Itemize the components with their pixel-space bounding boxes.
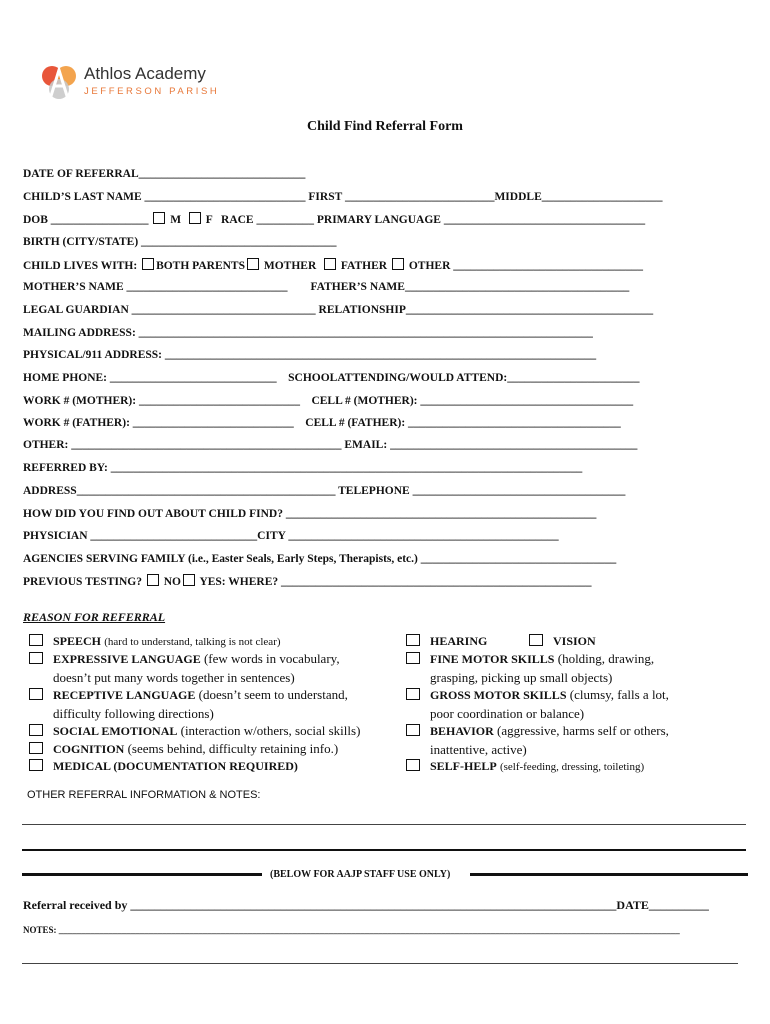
label-cell-mother: CELL # (MOTHER): (311, 395, 418, 407)
row-lives-with (23, 258, 643, 273)
speech-label: SPEECH (53, 634, 102, 648)
label-both-parents: BOTH PARENTS (156, 260, 245, 272)
label-primary-language: PRIMARY LANGUAGE (316, 214, 441, 226)
label-date-of-referral: DATE OF REFERRAL (23, 168, 139, 180)
reason-vision (553, 632, 596, 651)
field-dob[interactable]: _________________ (50, 214, 149, 226)
expressive-desc-2: doesn’t put many words together in sentences) (53, 669, 295, 685)
gross-motor-desc-2: poor coordination or balance) (430, 705, 585, 721)
staff-use-only-label: (BELOW FOR AAJP STAFF USE ONLY) (270, 869, 451, 880)
field-physician[interactable]: _____________________________ (90, 530, 258, 542)
label-physical-address: PHYSICAL/911 ADDRESS: (23, 349, 162, 361)
checkbox-receptive-language[interactable] (29, 688, 43, 700)
row-referral-received (23, 898, 709, 913)
label-agencies: AGENCIES SERVING FAMILY (i.e., Easter Seals, Early Steps, Therapists, etc.) (23, 553, 418, 565)
field-home-phone[interactable]: _____________________________ (109, 372, 277, 384)
row-previous-testing (23, 574, 592, 589)
reason-social (53, 722, 360, 741)
notes-line-1[interactable] (22, 824, 746, 825)
label-father: FATHER (340, 260, 388, 272)
social-desc: (interaction w/others, social skills) (180, 723, 361, 738)
label-notes: NOTES: (23, 925, 57, 935)
speech-desc: (hard to understand, talking is not clear) (104, 636, 281, 648)
reason-hearing (430, 632, 487, 651)
school-logo (40, 62, 230, 106)
athlos-logo-icon (40, 62, 80, 102)
page-title: Child Find Referral Form (307, 119, 463, 134)
label-dob: DOB (23, 214, 48, 226)
label-date: DATE (616, 898, 649, 912)
field-work-father[interactable]: ____________________________ (132, 417, 294, 429)
checkbox-f[interactable] (189, 212, 201, 224)
checkbox-yes[interactable] (183, 574, 195, 586)
field-date[interactable]: __________ (648, 898, 709, 912)
checkbox-expressive-language[interactable] (29, 652, 43, 664)
checkbox-no[interactable] (147, 574, 159, 586)
field-date-of-referral[interactable]: _____________________________ (138, 168, 306, 180)
label-legal-guardian: LEGAL GUARDIAN (23, 304, 129, 316)
label-referral-received: Referral received by (23, 898, 128, 912)
field-how-find[interactable]: ______________________________________________________ (285, 508, 597, 520)
cognition-label: COGNITION (53, 742, 125, 756)
field-city[interactable]: _______________________________________________ (288, 530, 559, 542)
reason-gross-motor (430, 686, 669, 722)
label-school: SCHOOLATTENDING/WOULD ATTEND: (288, 372, 508, 384)
checkbox-gross-motor[interactable] (406, 688, 420, 700)
expressive-desc: (few words in vocabulary, (203, 651, 340, 666)
label-fathers-name: FATHER’S NAME (310, 281, 405, 293)
row-child-name (23, 190, 662, 204)
field-legal-guardian[interactable]: ________________________________ (131, 304, 316, 316)
notes-line-2[interactable] (22, 849, 746, 851)
social-label: SOCIAL EMOTIONAL (53, 724, 178, 738)
label-work-mother: WORK # (MOTHER): (23, 395, 137, 407)
row-address (23, 484, 625, 498)
row-parent-names (23, 280, 629, 294)
label-work-father: WORK # (FATHER): (23, 417, 130, 429)
label-other-contact: OTHER: (23, 439, 69, 451)
field-cell-father[interactable]: _____________________________________ (408, 417, 621, 429)
label-no: NO (163, 576, 181, 588)
label-referred-by: REFERRED BY: (23, 462, 108, 474)
label-previous-testing: PREVIOUS TESTING? (23, 576, 142, 588)
field-middle-name[interactable]: _____________________ (541, 191, 663, 203)
row-guardian (23, 303, 653, 317)
notes-line-3[interactable] (22, 963, 738, 964)
fine-motor-desc-2: grasping, picking up small objects) (430, 669, 613, 685)
behavior-label: BEHAVIOR (430, 724, 494, 738)
field-referred-by[interactable]: __________________________________________________________________________________ (110, 462, 583, 474)
label-relationship: RELATIONSHIP (318, 304, 406, 316)
field-primary-language[interactable]: ___________________________________ (443, 214, 646, 226)
field-first-name[interactable]: __________________________ (344, 191, 495, 203)
receptive-desc: (doesn’t seem to understand, (198, 687, 348, 702)
divider-right (470, 873, 748, 876)
field-other[interactable]: _________________________________ (453, 260, 644, 272)
behavior-desc: (aggressive, harms self or others, (497, 723, 669, 738)
label-mothers-name: MOTHER’S NAME (23, 281, 124, 293)
field-address[interactable]: _____________________________________________ (76, 485, 336, 497)
other-referral-notes-label: OTHER REFERRAL INFORMATION & NOTES: (27, 789, 261, 801)
checkbox-speech[interactable] (29, 634, 43, 646)
row-staff-notes (23, 925, 680, 935)
hearing-label: HEARING (430, 634, 488, 648)
self-help-desc: (self-feeding, dressing, toileting) (499, 761, 645, 773)
fine-motor-label: FINE MOTOR SKILLS (430, 652, 555, 666)
reason-cognition (53, 740, 338, 759)
field-race[interactable]: __________ (256, 214, 314, 226)
row-physical-address (23, 348, 596, 362)
row-physician (23, 529, 559, 543)
label-email: EMAIL: (344, 439, 388, 451)
row-mailing-address (23, 326, 593, 340)
field-work-mother[interactable]: ____________________________ (138, 395, 300, 407)
field-mailing-address[interactable]: _______________________________________________________________________________ (138, 327, 593, 339)
reason-fine-motor (430, 650, 654, 686)
row-referred-by (23, 461, 582, 475)
receptive-desc-2: difficulty following directions) (53, 705, 214, 721)
vision-label: VISION (553, 634, 596, 648)
checkbox-social-emotional[interactable] (29, 724, 43, 736)
label-m: M (170, 214, 182, 226)
logo-name: Athlos Academy (84, 64, 206, 83)
field-birth[interactable]: __________________________________ (141, 236, 337, 248)
checkbox-vision[interactable] (529, 634, 543, 646)
expressive-label: EXPRESSIVE LANGUAGE (53, 652, 201, 666)
reason-expressive (53, 650, 340, 686)
field-notes[interactable]: __________________________________________________________________________________________________________________________________________ (58, 925, 680, 935)
field-relationship[interactable]: ___________________________________________ (405, 304, 654, 316)
checkbox-other[interactable] (392, 258, 404, 270)
row-date-of-referral (23, 167, 305, 181)
row-work-father (23, 416, 621, 430)
checkbox-medical[interactable] (29, 759, 43, 771)
label-child-last-name: CHILD’S LAST NAME (23, 191, 142, 203)
reason-receptive (53, 686, 348, 722)
field-yes-where[interactable]: ______________________________________________________ (281, 576, 592, 588)
field-cell-mother[interactable]: _____________________________________ (420, 395, 634, 407)
reason-medical (53, 757, 298, 776)
label-child-lives-with: CHILD LIVES WITH: (23, 260, 138, 272)
logo-subtitle: JEFFERSON PARISH (84, 86, 220, 97)
label-mother: MOTHER (263, 260, 317, 272)
field-agencies[interactable]: __________________________________ (420, 553, 617, 565)
field-fathers-name[interactable]: _______________________________________ (404, 281, 630, 293)
field-physical-address[interactable]: ___________________________________________________________________________ (164, 349, 597, 361)
row-dob (23, 212, 645, 227)
medical-label: MEDICAL (DOCUMENTATION REQUIRED) (53, 759, 298, 773)
label-city: CITY (257, 530, 286, 542)
field-last-name[interactable]: ____________________________ (144, 191, 306, 203)
behavior-desc-2: inattentive, active) (430, 741, 527, 757)
gross-motor-label: GROSS MOTOR SKILLS (430, 688, 567, 702)
row-how-find (23, 507, 596, 521)
reason-self-help (430, 757, 644, 777)
field-email[interactable]: ___________________________________________ (390, 439, 638, 451)
checkbox-both-parents[interactable] (142, 258, 154, 270)
checkbox-behavior[interactable] (406, 724, 420, 736)
cognition-desc: (seems behind, difficulty retaining info.) (127, 741, 339, 756)
checkbox-mother[interactable] (247, 258, 259, 270)
label-middle: MIDDLE (494, 191, 542, 203)
gross-motor-desc: (clumsy, falls a lot, (569, 687, 669, 702)
checkbox-m[interactable] (153, 212, 165, 224)
label-telephone: TELEPHONE (338, 485, 410, 497)
checkbox-cognition[interactable] (29, 742, 43, 754)
self-help-label: SELF-HELP (430, 759, 497, 773)
label-address: ADDRESS (23, 485, 77, 497)
field-other-contact[interactable]: _______________________________________________ (71, 439, 342, 451)
label-f: F (205, 214, 213, 226)
row-work-mother (23, 394, 633, 408)
receptive-label: RECEPTIVE LANGUAGE (53, 688, 196, 702)
label-how-find: HOW DID YOU FIND OUT ABOUT CHILD FIND? (23, 508, 283, 520)
label-race: RACE (221, 214, 254, 226)
reason-for-referral-heading: REASON FOR REFERRAL (23, 610, 166, 624)
field-referral-received[interactable]: _________________________________________________________________________________ (130, 898, 617, 912)
row-birth (23, 235, 337, 249)
label-birth: BIRTH (CITY/STATE) (23, 236, 139, 248)
checkbox-hearing[interactable] (406, 634, 420, 646)
checkbox-self-help[interactable] (406, 759, 420, 771)
row-agencies (23, 552, 616, 566)
field-school[interactable]: _______________________ (507, 372, 640, 384)
row-other-email (23, 438, 637, 452)
label-other: OTHER (408, 260, 451, 272)
label-physician: PHYSICIAN (23, 530, 88, 542)
field-mothers-name[interactable]: ____________________________ (126, 281, 288, 293)
label-mailing-address: MAILING ADDRESS: (23, 327, 136, 339)
reason-speech (53, 632, 281, 652)
label-first: FIRST (308, 191, 343, 203)
label-cell-father: CELL # (FATHER): (305, 417, 406, 429)
divider-left (22, 873, 262, 876)
field-telephone[interactable]: _____________________________________ (412, 485, 626, 497)
row-home-phone (23, 371, 639, 385)
reason-behavior (430, 722, 669, 758)
checkbox-fine-motor[interactable] (406, 652, 420, 664)
checkbox-father[interactable] (324, 258, 336, 270)
label-yes-where: YES: WHERE? (199, 576, 279, 588)
fine-motor-desc: (holding, drawing, (557, 651, 655, 666)
label-home-phone: HOME PHONE: (23, 372, 108, 384)
